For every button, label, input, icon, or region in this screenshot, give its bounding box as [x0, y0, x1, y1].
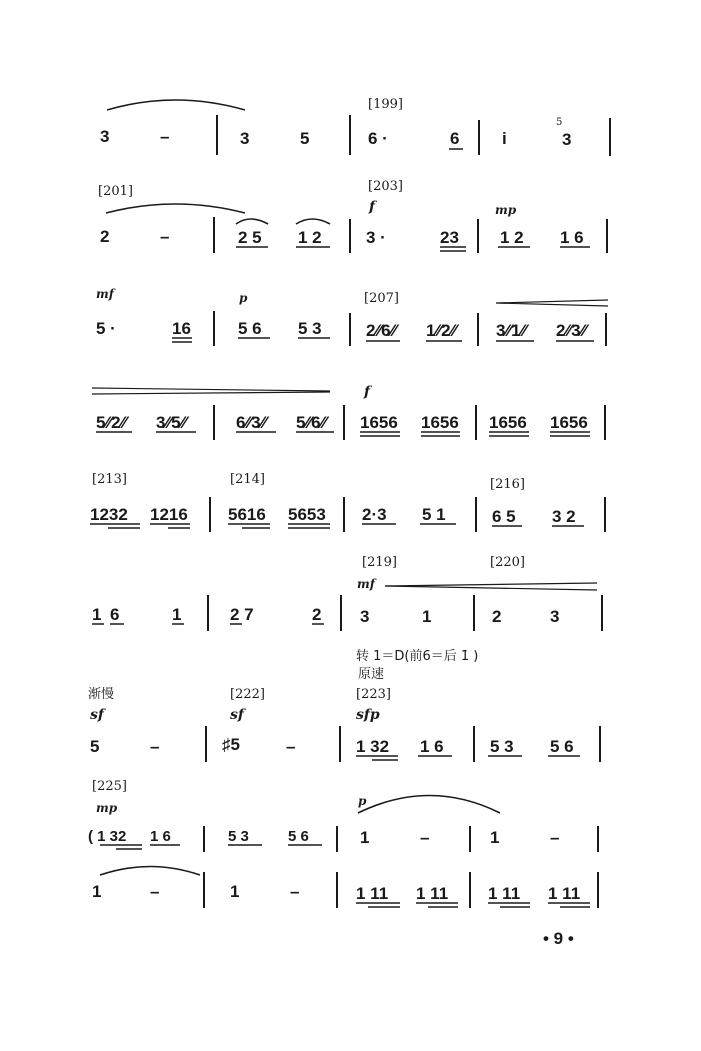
- measure-number: [219]: [362, 555, 397, 570]
- note: 1232: [90, 505, 128, 524]
- note: 1 6: [420, 737, 444, 756]
- dash: –: [290, 882, 300, 901]
- note: 3 2: [552, 507, 576, 526]
- note: 5⁄⁄2⁄⁄: [96, 413, 127, 432]
- note: 1 11: [356, 884, 389, 903]
- note: 1656: [421, 413, 459, 432]
- note: 5: [300, 129, 310, 148]
- note: 3⁄⁄5⁄⁄: [156, 413, 187, 432]
- note: 5 6: [288, 828, 309, 845]
- key-change: 转 1＝D(前6＝后 1̇ ): [356, 649, 479, 664]
- note: 5⁄⁄6⁄⁄: [296, 413, 327, 432]
- note: 16: [172, 319, 191, 338]
- note: 3⁄⁄1⁄⁄: [496, 321, 527, 340]
- note: 5 6: [550, 737, 574, 756]
- measure-number: [201]: [98, 184, 133, 199]
- page-number: • 9 •: [543, 929, 574, 948]
- note: 1656: [489, 413, 527, 432]
- dynamic-mark: f: [364, 384, 371, 400]
- dash: –: [160, 227, 170, 246]
- note: 2: [492, 607, 502, 626]
- note: 1 11: [548, 884, 581, 903]
- note: 1: [360, 828, 370, 847]
- note: 5 1: [422, 505, 446, 524]
- note: 1656: [550, 413, 588, 432]
- note: 6 ·: [368, 129, 388, 148]
- tempo-marking: 渐慢: [88, 687, 115, 702]
- tempo-marking: 原速: [358, 667, 385, 682]
- note: 3: [240, 129, 250, 148]
- note: 1: [422, 607, 432, 626]
- note: 2 7: [230, 605, 254, 624]
- note-accent: 5 ·: [96, 319, 116, 338]
- note-accent: 3 ·: [366, 228, 386, 247]
- dynamic-mark: p: [239, 291, 248, 305]
- note: 1216: [150, 505, 188, 524]
- dash: –: [286, 737, 296, 756]
- note: 1 11: [488, 884, 521, 903]
- dash: –: [150, 882, 160, 901]
- dynamic-mark: p: [358, 794, 367, 808]
- note-high: i: [502, 129, 507, 148]
- note: 1: [92, 882, 102, 901]
- note: 1⁄⁄2⁄⁄: [426, 321, 457, 340]
- note: 1: [230, 882, 240, 901]
- dash: –: [150, 737, 160, 756]
- note: 1 11: [416, 884, 449, 903]
- measure-number: [213]: [92, 472, 127, 487]
- note: 1 6: [150, 828, 171, 845]
- note: 1: [490, 828, 500, 847]
- dash: –: [550, 828, 560, 847]
- note: 6⁄⁄3⁄⁄: [236, 413, 267, 432]
- note-accent: 5: [90, 737, 100, 756]
- note: 1: [92, 605, 102, 624]
- note: 6: [110, 605, 120, 624]
- note: 2·3: [362, 505, 387, 524]
- note: 3: [550, 607, 560, 626]
- measure-number: [214]: [230, 472, 265, 487]
- note: 3: [360, 607, 370, 626]
- note: ( 1 32: [88, 828, 127, 845]
- note: 5616: [228, 505, 266, 524]
- dynamic-mark: sf: [90, 707, 104, 723]
- note: 1 32: [356, 737, 390, 756]
- dynamic-mark: mf: [96, 287, 114, 301]
- note: 1 2: [500, 228, 524, 247]
- note: 1 2: [298, 228, 322, 247]
- dynamic-mark: f: [369, 199, 376, 215]
- note: 3: [100, 127, 110, 146]
- note-sharp: ♯5: [222, 735, 240, 754]
- dash: –: [160, 127, 170, 146]
- measure-number: [222]: [230, 687, 265, 702]
- measure-number: [220]: [490, 555, 525, 570]
- note: 6: [450, 129, 460, 148]
- dynamic-mark: sf: [230, 707, 244, 723]
- note: 5 3: [228, 828, 249, 845]
- note: 2 5: [238, 228, 262, 247]
- measure-number: [203]: [368, 179, 403, 194]
- note: 2⁄⁄6⁄⁄: [366, 321, 397, 340]
- note: 2: [312, 605, 322, 624]
- note: 1656: [360, 413, 398, 432]
- dynamic-mark: mp: [495, 203, 517, 217]
- note: 5 3: [298, 319, 322, 338]
- measure-number: [199]: [368, 97, 403, 112]
- note: 1 6: [560, 228, 584, 247]
- dash: –: [420, 828, 430, 847]
- dynamic-mark: sfp: [356, 707, 380, 723]
- note: 5653: [288, 505, 326, 524]
- measure-number: [223]: [356, 687, 391, 702]
- note: 5 6: [238, 319, 262, 338]
- dynamic-mark: mf: [357, 577, 375, 591]
- note: 5 3: [490, 737, 514, 756]
- measure-number: [225]: [92, 779, 127, 794]
- dynamic-mark: mp: [96, 801, 118, 815]
- grace-note: 5: [556, 117, 563, 128]
- note: 3: [562, 130, 572, 149]
- measure-number: [207]: [364, 291, 399, 306]
- note-high: 2: [100, 227, 110, 246]
- note: 1: [172, 605, 182, 624]
- note: 2⁄⁄3⁄⁄: [556, 321, 587, 340]
- measure-number: [216]: [490, 477, 525, 492]
- note: 6 5: [492, 507, 516, 526]
- note: 23: [440, 228, 459, 247]
